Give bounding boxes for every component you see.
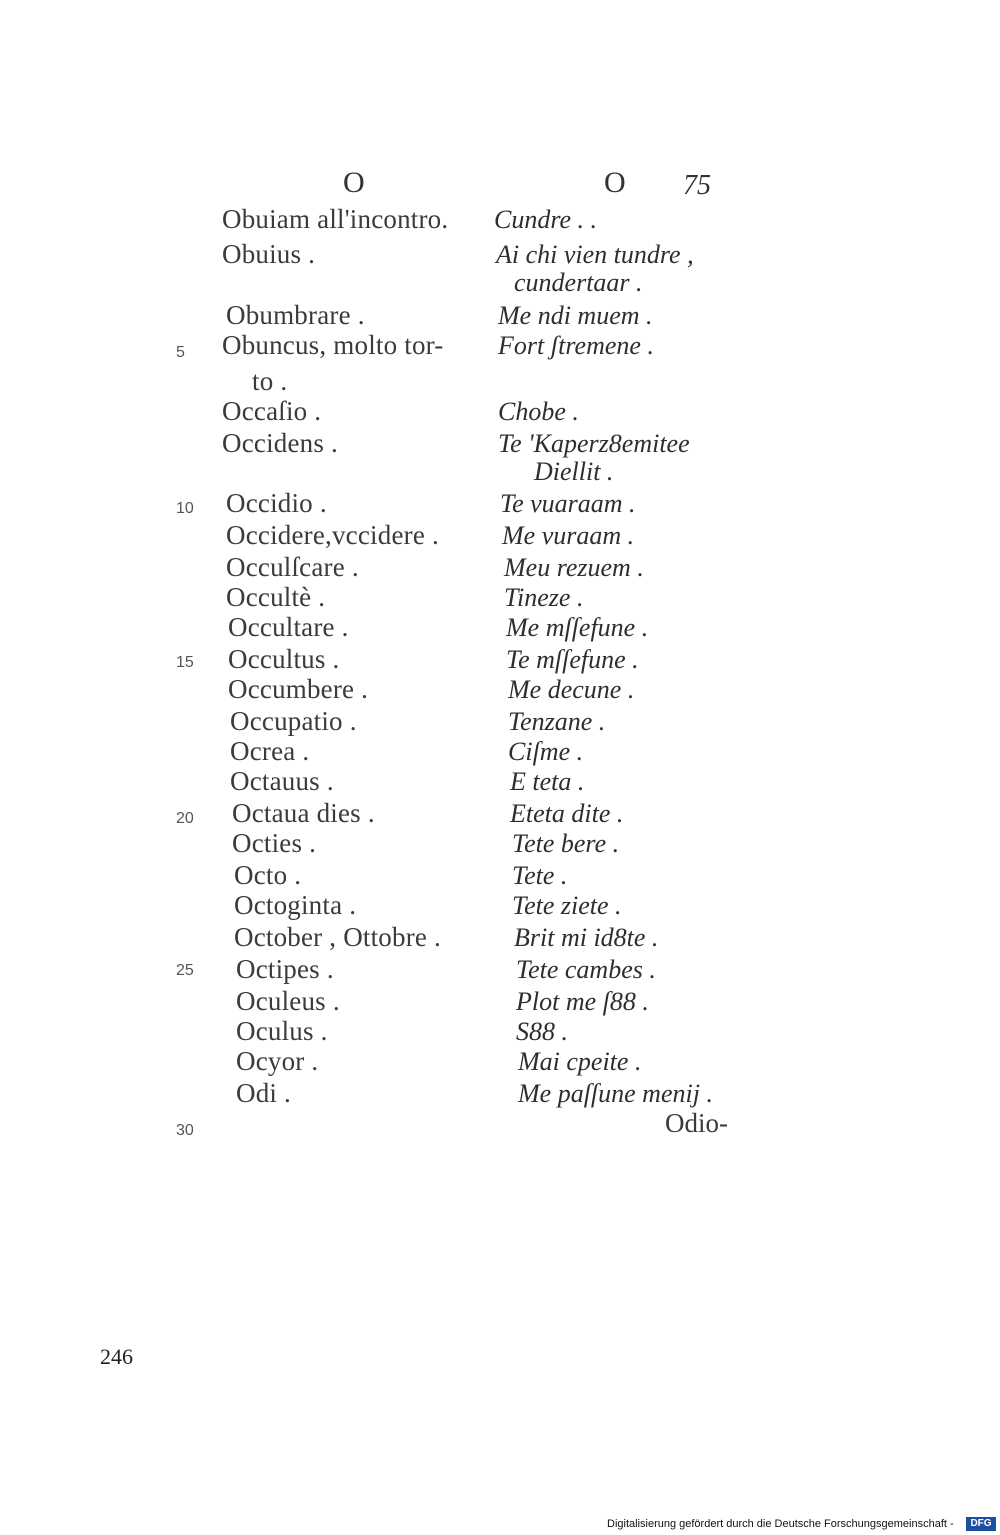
albanian-translation: Tete cambes . <box>516 955 656 984</box>
albanian-translation: Eteta dite . <box>510 799 624 828</box>
albanian-translation: Chobe . <box>498 397 579 426</box>
latin-headword: Occumbere . <box>228 674 369 704</box>
latin-headword: Obuiam all'incontro. <box>222 204 449 234</box>
line-number: 15 <box>176 654 194 671</box>
latin-headword: to . <box>252 366 288 396</box>
albanian-translation: Cundre . . <box>494 205 598 234</box>
line-number: 20 <box>176 810 194 827</box>
running-head-right: O <box>604 166 626 199</box>
albanian-translation: Te 'Kaperz8emitee <box>498 429 690 458</box>
line-number: 10 <box>176 500 194 517</box>
albanian-translation: Meu rezuem . <box>504 553 644 582</box>
latin-headword: Occultus . <box>228 644 340 674</box>
latin-headword: Octauus . <box>230 766 334 796</box>
line-number: 30 <box>176 1122 194 1139</box>
albanian-translation: S88 . <box>516 1017 568 1046</box>
albanian-translation: Me mſſefune . <box>506 613 649 642</box>
albanian-translation: Te vuaraam . <box>500 489 636 518</box>
latin-headword: Obuncus, molto tor- <box>222 330 444 360</box>
latin-headword: Obumbrare . <box>226 300 365 330</box>
latin-headword: Odi . <box>236 1078 291 1108</box>
folio-number: 246 <box>100 1344 133 1369</box>
digitization-credit: Digitalisierung gefördert durch die Deutsche Forschungsgemeinschaft - <box>607 1518 954 1530</box>
catchword: Odio- <box>665 1108 728 1138</box>
albanian-translation: Tineze . <box>504 583 584 612</box>
albanian-translation: Fort ʃtremene . <box>498 331 654 360</box>
albanian-translation: Me ndi muem . <box>498 301 653 330</box>
latin-headword: Occidio . <box>226 488 327 518</box>
latin-headword: Occupatio . <box>230 706 357 736</box>
printed-page-number: 75 <box>683 170 711 201</box>
latin-headword: October , Ottobre . <box>234 922 441 952</box>
latin-headword: Occidere,vccidere . <box>226 520 439 550</box>
albanian-translation: Ciſme . <box>508 737 584 766</box>
albanian-translation: Tete bere . <box>512 829 620 858</box>
latin-headword: Occulſcare . <box>226 552 359 582</box>
albanian-translation: Plot me ſ88 . <box>516 987 649 1016</box>
latin-headword: Occidens . <box>222 428 338 458</box>
latin-headword: Oculus . <box>236 1016 328 1046</box>
latin-headword: Oculeus . <box>236 986 340 1016</box>
latin-headword: Octies . <box>232 828 317 858</box>
line-number: 25 <box>176 962 194 979</box>
albanian-translation: Diellit . <box>534 457 614 486</box>
latin-headword: Octipes . <box>236 954 334 984</box>
albanian-translation: Ai chi vien tundre , <box>496 240 694 269</box>
albanian-translation: Tenzane . <box>508 707 606 736</box>
albanian-translation: Mai cpeite . <box>518 1047 642 1076</box>
line-number: 5 <box>176 344 185 361</box>
albanian-translation: Brit mi id8te . <box>514 923 659 952</box>
albanian-translation: Me decune . <box>508 675 635 704</box>
albanian-translation: cundertaar . <box>514 268 643 297</box>
latin-headword: Occultè . <box>226 582 326 612</box>
latin-headword: Ocrea . <box>230 736 310 766</box>
latin-headword: Occultare . <box>228 612 349 642</box>
latin-headword: Occaſio . <box>222 396 322 426</box>
albanian-translation: Tete ziete . <box>512 891 622 920</box>
albanian-translation: Me paſſune menij . <box>518 1079 713 1108</box>
latin-headword: Obuius . <box>222 239 316 269</box>
latin-headword: Octaua dies . <box>232 798 375 828</box>
running-head-left: O <box>343 166 365 199</box>
latin-headword: Octoginta . <box>234 890 357 920</box>
latin-headword: Ocyor . <box>236 1046 319 1076</box>
albanian-translation: Te mſſefune . <box>506 645 639 674</box>
albanian-translation: E teta . <box>510 767 585 796</box>
dfg-logo: DFG <box>966 1517 996 1531</box>
albanian-translation: Tete . <box>512 861 568 890</box>
albanian-translation: Me vuraam . <box>502 521 635 550</box>
latin-headword: Octo . <box>234 860 302 890</box>
